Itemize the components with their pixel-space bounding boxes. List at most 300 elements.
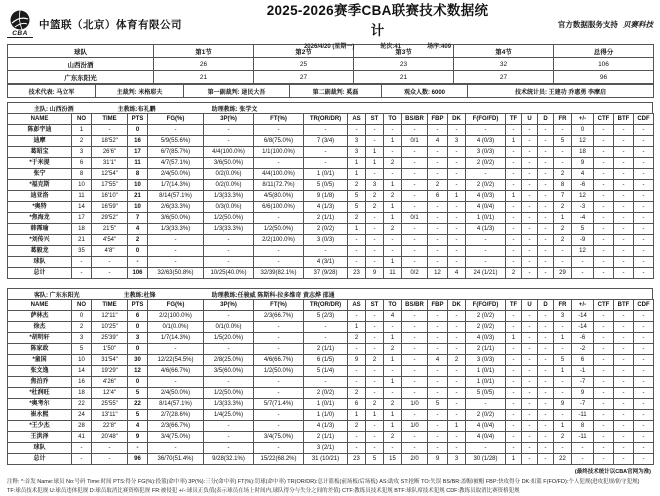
table-cell: - [614,147,634,158]
table-cell: - [402,432,428,443]
table-cell: 5 (2/3) [304,311,348,322]
table-cell: 1 (0/1) [466,366,506,377]
table-cell: - [506,443,522,454]
table-cell: 29'52" [92,213,128,224]
table-cell: 2 [554,169,572,180]
table-cell: - [538,268,554,279]
table-cell: - [538,410,554,421]
table-cell: - [634,136,654,147]
table-cell: - [522,257,538,268]
column-header: TIME [92,300,128,311]
table-cell: 12 [572,246,594,257]
table-cell: 32/63(50.8%) [148,268,204,279]
table-cell: - [522,136,538,147]
table-cell: 12'4" [92,388,128,399]
table-cell: - [522,344,538,355]
title-block [262,0,493,50]
table-cell: 8 [72,169,92,180]
table-cell: 2 [384,344,402,355]
table-row [8,377,654,388]
table-row [8,136,654,147]
table-row [8,71,654,84]
table-cell: - [428,257,448,268]
table-cell: - [92,268,128,279]
table-cell: *刘传兴 [8,235,72,246]
table-cell: 张宁 [8,169,72,180]
table-cell: 2 [348,388,366,399]
column-header: D [538,300,554,311]
table-cell: 总计 [8,454,72,465]
table-cell: - [428,443,448,454]
table-cell: 2 [384,224,402,235]
table-cell: - [254,333,304,344]
table-cell: 16'10" [92,191,128,202]
table-cell: - [594,224,614,235]
table-cell: 1 [366,158,384,169]
table-cell: - [402,246,428,257]
column-header: BS/BR [402,300,428,311]
table-cell: 6 [128,311,148,322]
table-cell: - [554,410,572,421]
table-cell: - [554,377,572,388]
table-cell: 技术代表: 马立军 [8,85,96,98]
table-cell: 4/7(57.1%) [148,158,204,169]
table-cell: - [304,322,348,333]
table-cell: - [614,180,634,191]
table-cell: - [522,169,538,180]
table-cell: - [428,322,448,333]
table-cell: - [384,169,402,180]
table-cell: - [538,191,554,202]
table-cell: - [366,333,384,344]
table-cell: - [538,158,554,169]
table-cell: 1/7(14.3%) [148,333,204,344]
table-cell: 30 [128,355,148,366]
table-cell: - [522,454,538,465]
table-cell: *奥考尔 [8,399,72,410]
table-cell: -2 [572,344,594,355]
table-cell: - [614,202,634,213]
table-cell: - [506,158,522,169]
table-cell: - [634,388,654,399]
table-cell: - [554,125,572,136]
table-cell: 17'55" [92,180,128,191]
table-cell: - [204,432,254,443]
table-cell: - [428,377,448,388]
table-cell: 31'1" [92,158,128,169]
table-cell: 陈彭宇迪 [8,125,72,136]
table-row [8,169,654,180]
table-cell: - [402,388,428,399]
table-cell: 26'6" [92,147,128,158]
table-cell: - [634,268,654,279]
table-cell: 1 [366,147,384,158]
table-cell: - [538,147,554,158]
table-cell: - [506,355,522,366]
table-cell: 3 [448,136,466,147]
table-cell: - [428,410,448,421]
table-cell: 31 (10/21) [304,454,348,465]
table-cell: 6 [428,191,448,202]
table-cell: 35 [72,246,92,257]
table-cell: - [466,257,506,268]
table-cell: -3 [572,202,594,213]
column-header: +/- [572,114,594,125]
legend [7,478,653,496]
table-cell: - [506,410,522,421]
column-header: FG(%) [148,114,204,125]
table-cell: 4/5(80.0%) [254,191,304,202]
table-cell: - [254,322,304,333]
table-cell: 1 [384,377,402,388]
table-cell: - [538,432,554,443]
table-cell: 球队 [8,443,72,454]
table-cell: - [594,257,614,268]
column-header: F(FO/FD) [466,300,506,311]
table-cell: 0/1(0.0%) [204,322,254,333]
table-cell: - [348,246,366,257]
table-cell: 0 [128,377,148,388]
table-cell: - [366,169,384,180]
table-cell: 21 [354,71,454,84]
table-cell: 1 [72,125,92,136]
table-cell: - [554,257,572,268]
table-cell: 32/39(82.1%) [254,268,304,279]
table-cell: 0 [128,125,148,136]
table-cell: 2 [128,235,148,246]
table-cell: - [594,443,614,454]
table-cell: - [538,224,554,235]
table-cell: - [348,377,366,388]
table-cell: *焦海龙 [8,213,72,224]
table-cell: 12/22(54.5%) [148,355,204,366]
legend-line-2: TF:球员技术犯规 U:球员违体犯规 D:球员取消比赛资格犯规 FR:被侵犯 +/-:球员正负值(表示球员在场上时间内,球队得分与失分之间的差值) CTF:教练员技术犯规 BTF:球队席技术犯规 CDF:教练员取消比赛资格犯规 [7,488,520,494]
table-cell: 12 [572,136,594,147]
table-cell: - [92,125,128,136]
table-cell: - [366,125,384,136]
table-cell: 96 [128,454,148,465]
table-cell: - [402,366,428,377]
table-cell: - [366,235,384,246]
table-cell: -14 [572,311,594,322]
table-cell: - [402,410,428,421]
table-cell: 0/1 [402,136,428,147]
table-cell: - [538,125,554,136]
table-cell: - [538,235,554,246]
table-cell: - [614,366,634,377]
table-cell: - [384,147,402,158]
table-cell: - [614,443,634,454]
table-cell: 1 [384,202,402,213]
table-cell: 3/6(50.0%) [204,158,254,169]
table-cell: - [448,125,466,136]
table-cell: 2/8(25.0%) [204,355,254,366]
column-header: 总得分 [554,45,654,58]
column-header: 3P(%) [204,300,254,311]
table-cell: 1/5(20.0%) [204,333,254,344]
column-header: ST [366,300,384,311]
table-cell: 9 [572,388,594,399]
table-cell: - [522,125,538,136]
table-cell: - [522,224,538,235]
table-cell: 7 [554,191,572,202]
table-cell: 12 [428,268,448,279]
table-cell: 3 [72,333,92,344]
table-cell: - [348,344,366,355]
table-cell: - [148,344,204,355]
table-cell: 1 [554,421,572,432]
home-stats-table [7,113,654,279]
table-cell: 8 [572,421,594,432]
table-cell: - [204,246,254,257]
table-cell: - [428,235,448,246]
table-cell: 9 [366,268,384,279]
table-cell: 1 [384,257,402,268]
table-cell: 0/1 [402,213,428,224]
away-team-label: 客队: 广东东阳光 [34,292,80,299]
table-cell: *胡明轩 [8,333,72,344]
column-header: CTF [594,300,614,311]
table-cell: 球队 [8,257,72,268]
column-header: TIME [92,114,128,125]
column-header: BTF [614,300,634,311]
table-cell: - [538,257,554,268]
table-cell: 3/4(75.0%) [254,432,304,443]
table-cell: - [92,454,128,465]
column-header: FBP [428,300,448,311]
table-cell: 2 [554,202,572,213]
table-cell: - [594,136,614,147]
table-cell: - [634,344,654,355]
table-cell: - [594,410,614,421]
table-row [8,421,654,432]
away-assistant-coaches: 助理教练:任骏威 陈斯科-拉多维奇 黄志烨 邵通 [211,292,335,299]
table-cell: 41 [72,432,92,443]
table-cell: - [384,388,402,399]
table-cell: - [506,213,522,224]
table-cell: 4 [572,169,594,180]
table-cell: - [448,311,466,322]
table-cell: 9 (1/8) [304,191,348,202]
table-cell: 27 [254,71,354,84]
table-cell: - [428,224,448,235]
table-cell: 1/4(25.0%) [204,410,254,421]
table-cell: 3 [366,180,384,191]
table-cell: - [448,333,466,344]
table-cell: - [204,125,254,136]
table-cell: - [538,180,554,191]
table-cell: 22'8" [92,421,128,432]
table-cell: - [538,213,554,224]
table-cell: - [634,355,654,366]
table-cell: - [402,125,428,136]
sponsor-name: 贝赛科技 [623,19,653,29]
table-cell: 0/2 [402,268,428,279]
table-cell: 2 (0/2) [466,180,506,191]
table-cell: - [506,235,522,246]
table-cell: - [634,213,654,224]
table-cell: 15/22(68.2%) [254,454,304,465]
table-cell: 1 [348,322,366,333]
table-cell: - [614,257,634,268]
table-cell: - [522,377,538,388]
table-row [8,224,654,235]
table-cell: - [72,443,92,454]
table-cell: 主裁判: 米格耶夫 [96,85,184,98]
table-row [8,180,654,191]
table-cell: - [506,311,522,322]
table-cell: - [634,432,654,443]
table-cell: 第一副裁判: 逯民大吾 [184,85,290,98]
table-cell: - [614,136,634,147]
table-cell: - [634,125,654,136]
column-header: FBP [428,114,448,125]
table-cell: 5 [128,410,148,421]
table-row [8,257,654,268]
table-cell: 1/3(33.3%) [204,191,254,202]
table-cell: 21 [154,71,254,84]
column-header: DK [448,114,466,125]
table-cell: - [348,366,366,377]
table-cell: 崔永熙 [8,410,72,421]
column-header: U [522,114,538,125]
table-cell: 4 [448,268,466,279]
table-cell: - [614,268,634,279]
table-cell: - [402,147,428,158]
table-cell: 4 (0/3) [466,191,506,202]
table-cell: 4 [128,224,148,235]
table-cell: 2 (0/2) [304,388,348,399]
table-cell: - [614,235,634,246]
table-cell: 3 (2/1) [304,443,348,454]
home-section-header [7,102,653,113]
table-cell: 4 (3/1) [304,257,348,268]
table-cell: 6/7(85.7%) [148,147,204,158]
table-cell: 1 [348,410,366,421]
table-cell: - [614,454,634,465]
column-header: DK [448,300,466,311]
table-cell: - [254,388,304,399]
table-cell: 10 [128,180,148,191]
table-cell: - [594,191,614,202]
table-cell: 观众人数: 6000 [382,85,468,98]
sponsor-note [493,19,653,30]
table-cell: 2 [506,268,522,279]
table-cell: 5 [366,454,384,465]
table-cell: - [366,344,384,355]
table-cell: - [594,322,614,333]
table-cell: - [204,235,254,246]
table-cell: - [366,388,384,399]
table-cell: 陈家政 [8,344,72,355]
table-cell: - [634,180,654,191]
cba-logo-icon [7,10,33,38]
table-cell: 14 [72,202,92,213]
table-cell: - [254,344,304,355]
table-cell: 1/3(33.3%) [204,399,254,410]
column-header: CDF [634,114,654,125]
table-cell: 11 [128,158,148,169]
table-cell: - [384,125,402,136]
table-cell: - [554,147,572,158]
table-cell: - [304,246,348,257]
header-row [8,300,654,311]
table-row [8,454,654,465]
home-coach: 主教练:布礼鹏 [117,106,156,113]
column-header: F(FO/FD) [466,114,506,125]
table-cell: 9 [554,399,572,410]
table-cell: - [204,344,254,355]
table-cell: 2 (1/1) [304,213,348,224]
table-cell: 1 [506,333,522,344]
table-cell: - [428,311,448,322]
table-cell: - [538,322,554,333]
table-cell: 4 [384,311,402,322]
table-cell: - [92,257,128,268]
table-cell: - [402,257,428,268]
company-name: 中篮联（北京）体育有限公司 [39,18,182,31]
table-cell: 1 [348,158,366,169]
table-cell: - [506,257,522,268]
table-cell: 3 [72,147,92,158]
table-cell: 5 [348,191,366,202]
table-cell: 3/6(50.0%) [148,213,204,224]
table-cell: - [466,443,506,454]
table-cell: - [634,421,654,432]
home-team-label: 主队: 山西汾酒 [34,106,74,113]
table-cell: 1 [348,169,366,180]
table-cell: -4 [572,213,594,224]
table-cell: 5 [554,355,572,366]
table-cell: - [148,443,204,454]
table-cell: 15 [384,454,402,465]
table-cell: - [538,136,554,147]
table-cell: 8/14(57.1%) [148,191,204,202]
table-cell: 3 [554,311,572,322]
table-cell: - [466,235,506,246]
table-cell: 4/4(100.0%) [254,169,304,180]
table-cell: - [72,268,92,279]
table-cell: - [506,377,522,388]
table-cell: - [594,202,614,213]
table-cell: 28 [72,421,92,432]
table-cell: - [634,399,654,410]
column-header: CDF [634,300,654,311]
table-cell: *杜润旺 [8,388,72,399]
table-cell: 8 [128,169,148,180]
table-cell: - [522,213,538,224]
table-cell: 0/3(0.0%) [204,202,254,213]
home-assistant-coaches: 助理教练: 张学文 [211,106,258,113]
table-cell: 萨林杰 [8,311,72,322]
column-header: NO [72,114,92,125]
table-cell: - [634,443,654,454]
table-cell: - [428,202,448,213]
table-cell: - [204,136,254,147]
table-cell: - [304,333,348,344]
table-cell: 1 [506,136,522,147]
table-cell: - [634,410,654,421]
table-cell: 96 [554,71,654,84]
column-header: TO [384,114,402,125]
table-cell: - [304,147,348,158]
table-cell: - [448,169,466,180]
table-cell: 1 [384,136,402,147]
table-cell: - [594,355,614,366]
table-cell: - [366,136,384,147]
table-cell: 2 [384,399,402,410]
table-cell: - [366,421,384,432]
